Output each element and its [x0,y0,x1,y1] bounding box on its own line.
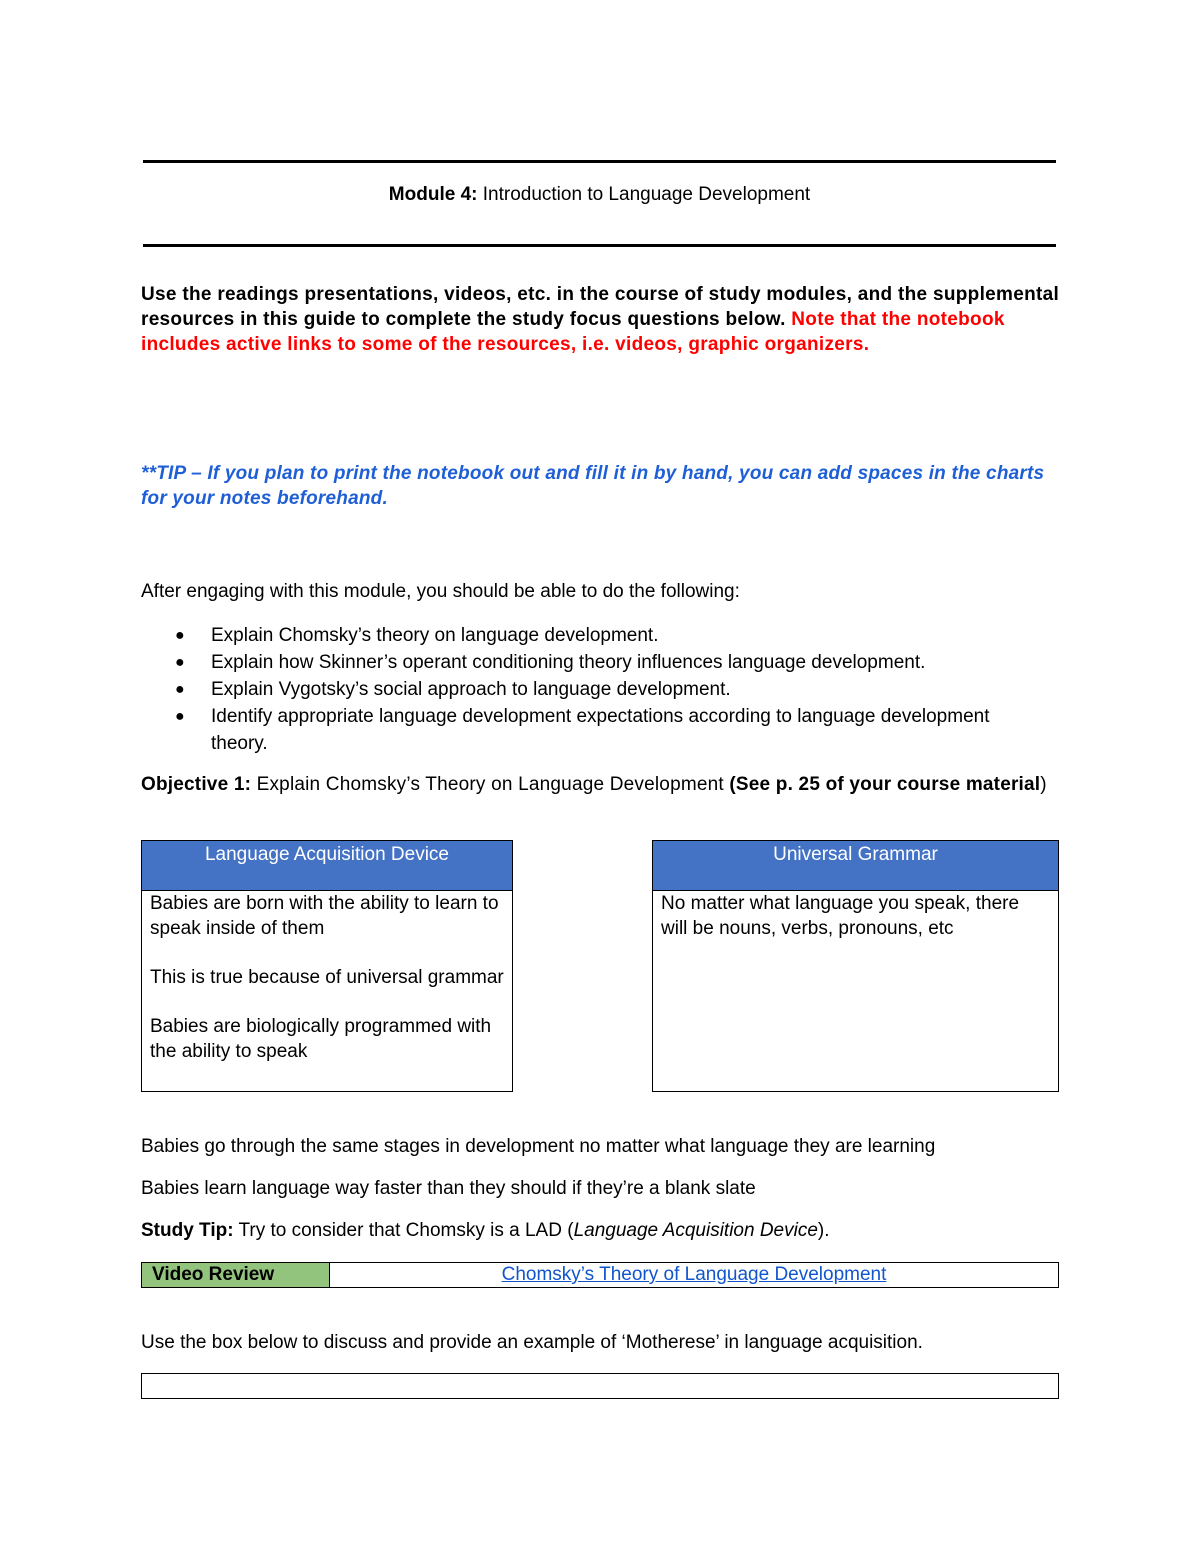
lad-notes[interactable] [142,891,512,1064]
objective-text: Explain Chomsky’s theory on language development. [211,625,659,646]
universal-grammar-box [652,840,1059,1092]
study-tip-italic: Language Acquisition Device [573,1220,818,1241]
ug-header: Universal Grammar [653,841,1058,891]
ug-notes[interactable] [653,891,1058,941]
objective-text: Explain how Skinner’s operant conditioning theory influences language development. [211,652,926,673]
bullet-icon: ● [175,681,185,698]
objective-1-heading [141,771,1071,798]
lad-box [141,840,513,1092]
intro-instructions [141,282,1071,357]
objective-1-close: ) [1040,774,1047,795]
list-item [141,649,1041,676]
video-review-label: Video Review [142,1263,330,1287]
objective-1-label: Objective 1: [141,774,252,795]
lad-note: This is true because of universal grammar [150,967,504,988]
objective-1-ref: (See p. 25 of your course material [729,774,1041,795]
study-tip-label: Study Tip: [141,1220,234,1241]
after-engaging-text: After engaging with this module, you should be able to do the following: [141,581,740,602]
bullet-icon: ● [175,654,185,671]
lad-note: Babies are biologically programmed with the ability to speak [150,1016,492,1062]
statement-same-stages: Babies go through the same stages in development no matter what language they are learning [141,1136,936,1157]
lad-note: Babies are born with the ability to learn to speak inside of them [150,893,499,939]
study-tip-end: ). [817,1220,830,1241]
lad-header: Language Acquisition Device [142,841,512,891]
video-link-cell [330,1263,1058,1287]
objectives-list [141,622,1041,757]
top-divider [143,160,1056,163]
print-tip: **TIP – If you plan to print the notebook out and fill it in by hand, you can add spaces in the charts for your notes beforehand. [141,463,1045,509]
objective-1-text: Explain Chomsky’s Theory on Language Development [251,774,730,795]
objective-text: Identify appropriate language development expectations according to language development theory. [211,706,990,754]
study-tip [141,1219,830,1243]
list-item [141,676,1041,703]
note-text: Note that the notebook includes active links to some of the resources, i.e. videos, graphic organizers. [141,309,1005,355]
study-tip-text: Try to consider that Chomsky is a LAD ( [233,1220,574,1241]
list-item [141,622,1041,649]
motherese-answer-box[interactable] [141,1373,1059,1399]
module-title [143,184,1056,206]
module-label: Module 4: [388,184,478,205]
module-name: Introduction to Language Development [477,184,811,205]
list-item [141,703,1041,757]
motherese-prompt: Use the box below to discuss and provide an example of ‘Motherese’ in language acquisition. [141,1332,923,1353]
ug-note: No matter what language you speak, there will be nouns, verbs, pronouns, etc [661,893,1020,939]
chomsky-video-link[interactable]: Chomsky’s Theory of Language Development [501,1264,887,1285]
bullet-icon: ● [175,627,185,644]
video-review-table [141,1262,1059,1288]
statement-blank-slate: Babies learn language way faster than they should if they’re a blank slate [141,1178,756,1199]
instructions-text: Use the readings presentations, videos, etc. in the course of study modules, and the supplemental resources in this guide to complete the study focus questions below. [141,284,1060,330]
bottom-divider [143,244,1056,247]
bullet-icon: ● [175,708,185,725]
objective-text: Explain Vygotsky’s social approach to language development. [211,679,731,700]
